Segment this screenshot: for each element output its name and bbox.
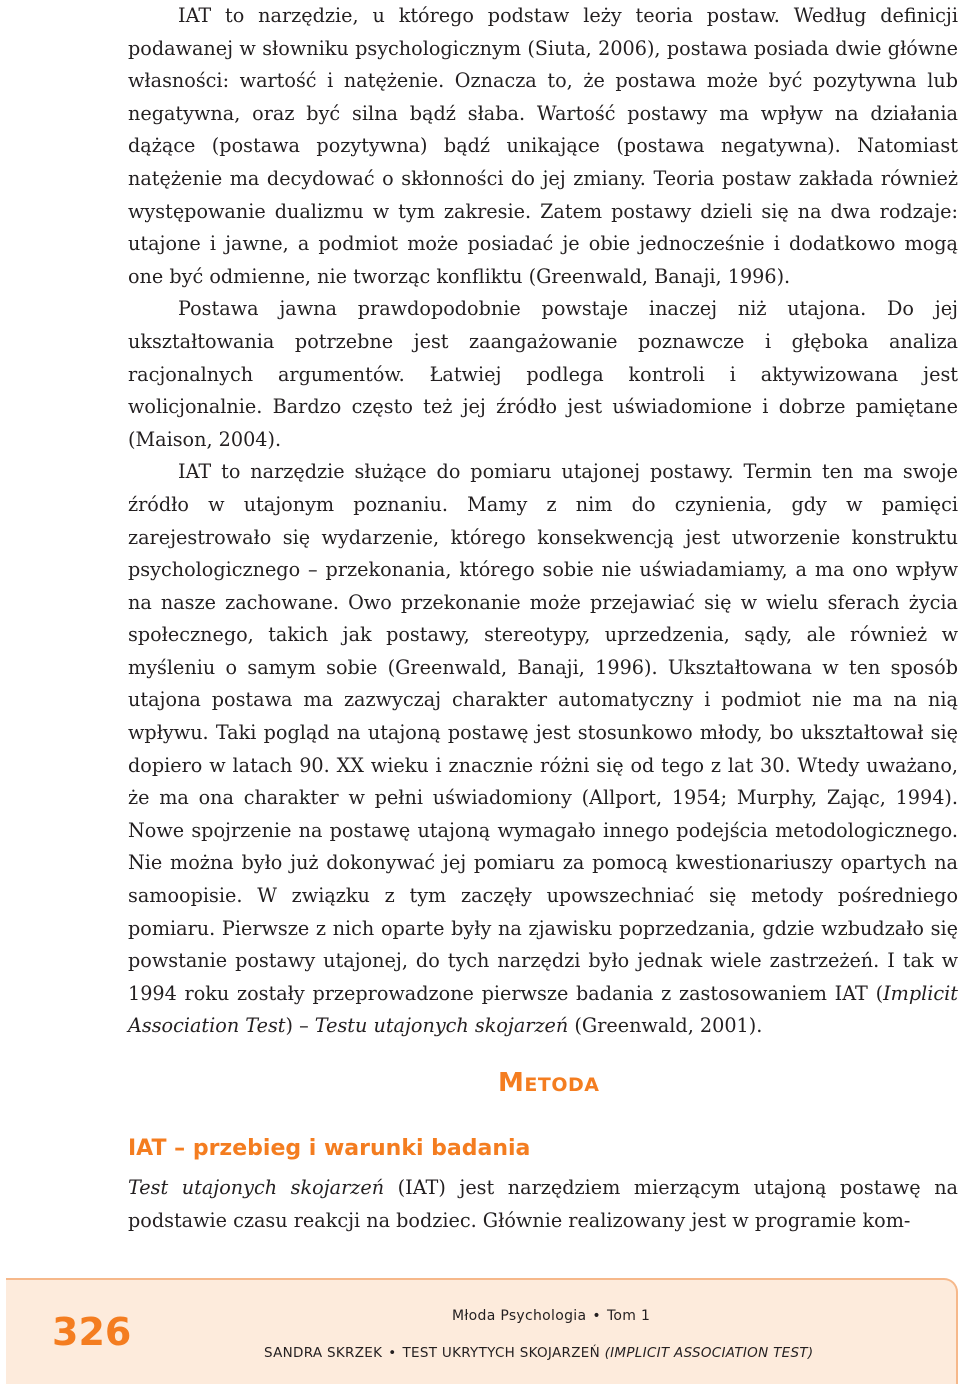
lead-paragraph-text — [128, 1172, 958, 1237]
bullet-separator: • — [592, 1308, 601, 1324]
body-paragraph — [128, 293, 958, 456]
page-number: 326 — [52, 1310, 132, 1354]
journal-line — [452, 1308, 650, 1324]
author-line — [264, 1345, 813, 1361]
body-text — [128, 0, 958, 1043]
lead-text: (IAT) jest narzędziem mierzącym utajoną postawę na podstawie czasu reakcji na bodziec. Głównie realizowany jest w programie kom- — [128, 1176, 958, 1232]
text-run: (Greenwald, 2001). — [568, 1014, 763, 1038]
body-paragraph — [128, 456, 958, 1043]
subsection-title: IAT – przebieg i warunki badania — [128, 1136, 531, 1161]
section-title-initial: M — [498, 1068, 525, 1098]
text-run: IAT to narzędzie, u którego podstaw leży teoria postaw. Według definicji podawanej w słowniku psychologicznym (Siuta, 2006), postawa posiada dwie główne własności: wartość i natężenie. Oznacza to, że postawa może być pozytywna lub negatywna, oraz być silna bądź słaba. Wartość postawy ma wpływ na działania dążące (postawa pozytywna) bądź unikające (postawa negatywna). Natomiast natężenie ma decydować o skłonności do jej zmiany. Teoria postaw zakłada również występowanie dualizmu w tym zakresie. Zatem postawy dzieli się na dwa rodzaje: utajone i jawne, a podmiot może posiadać je obie jednocześnie i dodatkowo mogą one być odmienne, nie tworząc konfliktu (Greenwald, Banaji, 1996). — [128, 4, 958, 288]
italic-run: Testu utajonych skojarzeń — [314, 1014, 569, 1038]
text-run: ) – — [285, 1014, 315, 1038]
italic-run: Implicit Association Test — [128, 981, 958, 1038]
author-name: SANDRA SKRZEK — [264, 1345, 383, 1361]
journal-name: Młoda Psychologia — [452, 1308, 587, 1324]
lead-italic: Test utajonych skojarzeń — [128, 1176, 385, 1199]
article-title: TEST UKRYTYCH SKOJARZEŃ — [402, 1345, 600, 1361]
journal-volume: Tom 1 — [606, 1308, 651, 1324]
lead-paragraph — [128, 1172, 958, 1237]
section-title-rest: ETODA — [524, 1074, 600, 1096]
footer-box — [6, 1278, 958, 1384]
bullet-separator: • — [388, 1345, 397, 1361]
body-paragraph — [128, 0, 958, 293]
article-title-italic: (IMPLICIT ASSOCIATION TEST) — [604, 1345, 814, 1361]
section-title — [498, 1068, 599, 1098]
text-run: IAT to narzędzie służące do pomiaru utajonej postawy. Termin ten ma swoje źródło w utajonym poznaniu. Mamy z nim do czynienia, gdy w pamięci zarejestrowało się wydarzenie, którego konsekwencją jest utworzenie konstruktu psychologicznego – przekonania, którego sobie nie uświadamiamy, a ma ono wpływ na nasze zachowane. Owo przekonanie może przejawiać się w wielu sferach życia społecznego, takich jak postawy, stereotypy, uprzedzenia, sądy, ale również w myśleniu o samym sobie (Greenwald, Banaji, 1996). Ukształtowana w ten sposób utajona postawa ma zazwyczaj charakter automatyczny i podmiot nie ma na nią wpływu. Taki pogląd na utajoną postawę jest stosunkowo młody, bo ukształtował się dopiero w latach 90. XX wieku i znacznie różni się od tego z lat 30. Wtedy uważano, że ma ona charakter w pełni uświadomiony (Allport, 1954; Murphy, Zając, 1994). Nowe spojrzenie na postawę utajoną wymagało innego podejścia metodologicznego. Nie można było już dokonywać jej pomiaru za pomocą kwestionariuszy opartych na samoopisie. W związku z tym zaczęły upowszechniać się metody pośredniego pomiaru. Pierwsze z nich oparte były na zjawisku poprzedzania, gdzie wzbudzało się powstanie postawy utajonej, do tych narzędzi było jednak wiele zastrzeżeń. I tak w 1994 roku zostały przeprowadzone pierwsze badania z zastosowaniem IAT ( — [128, 460, 958, 1005]
text-run: Postawa jawna prawdopodobnie powstaje inaczej niż utajona. Do jej ukształtowania potrzebne jest zaangażowanie poznawcze i głęboka analiza racjonalnych argumentów. Łatwiej podlega kontroli i aktywizowana jest wolicjonalnie. Bardzo często też jej źródło jest uświadomione i dobrze pamiętane (Maison, 2004). — [128, 297, 958, 451]
